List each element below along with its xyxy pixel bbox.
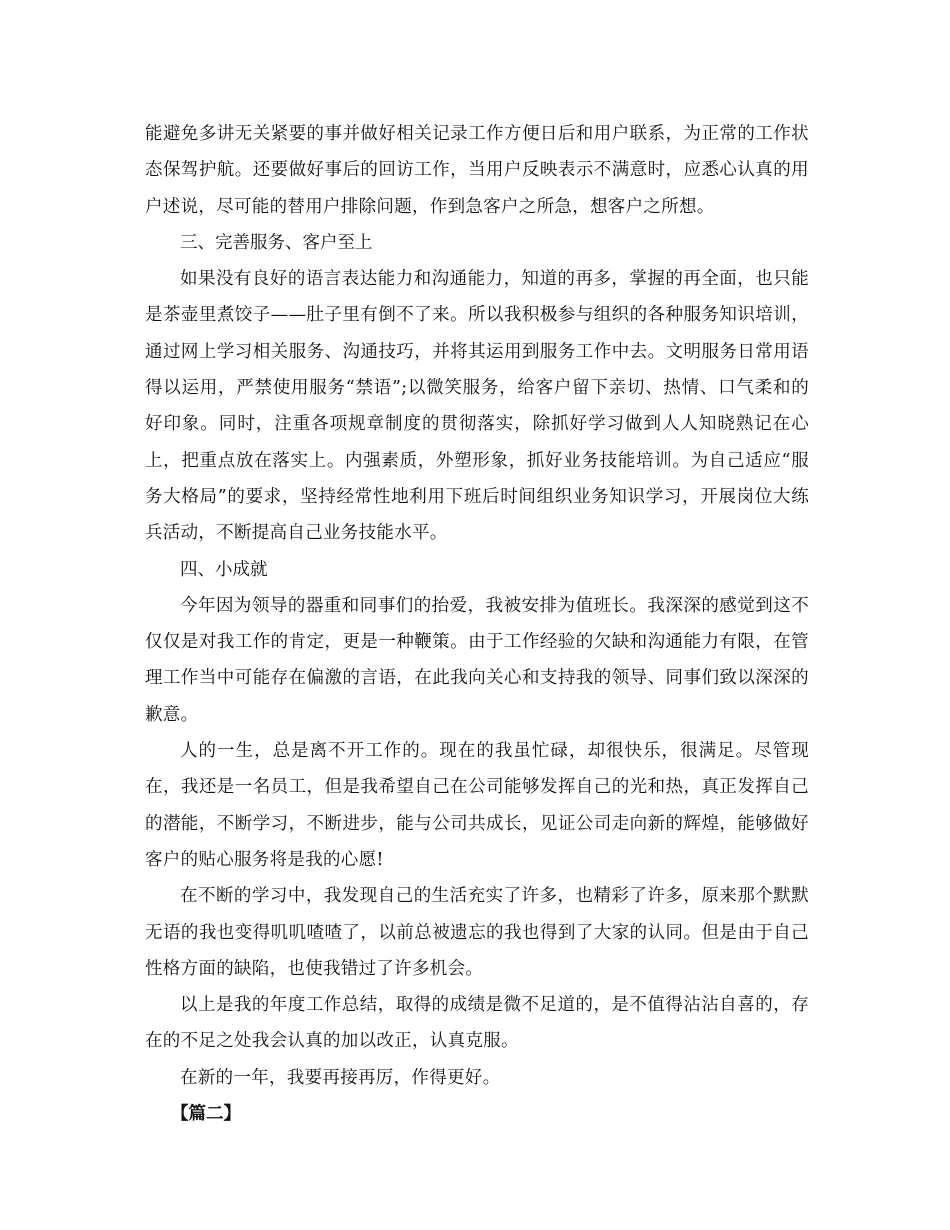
paragraph-life: 人的一生，总是离不开工作的。现在的我虽忙碌，却很快乐，很满足。尽管现在，我还是一名员工，但是我希望自己在公司能够发挥自己的光和热，真正发挥自己的潜能，不断学习，不断进步，能与公司共成长，见证公司走向新的辉煌，能够做好客户的贴心服务将是我的心愿! xyxy=(145,741,809,870)
paragraph-new-year: 在新的一年，我要再接再厉，作得更好。 xyxy=(180,1067,501,1088)
document-body xyxy=(145,116,809,1132)
paragraph-continuation: 能避免多讲无关紧要的事并做好相关记录工作方便日后和用户联系，为正常的工作状态保驾护航。还要做好事后的回访工作，当用户反映表示不满意时，应悉心认真的用户述说，尽可能的替用户排除问题，作到急客户之所急，想客户之所想。 xyxy=(145,124,809,217)
section-heading-3: 三、完善服务、客户至上 xyxy=(180,232,373,253)
paragraph-summary: 以上是我的年度工作总结，取得的成绩是微不足道的，是不值得沾沾自喜的，存在的不足之处我会认真的加以改正，认真克服。 xyxy=(145,995,809,1052)
paragraph-service: 如果没有良好的语言表达能力和沟通能力，知道的再多，掌握的再全面，也只能是茶壶里煮饺子——肚子里有倒不了来。所以我积极参与组织的各种服务知识培训，通过网上学习相关服务、沟通技巧，并将其运用到服务工作中去。文明服务日常用语得以运用，严禁使用服务“禁语”;以微笑服务，给客户留下亲切、热情、口气柔和的好印象。同时，注重各项规章制度的贯彻落实，除抓好学习做到人人知晓熟记在心上，把重点放在落实上。内强素质，外塑形象，抓好业务技能培训。为自己适应“服务大格局”的要求，坚持经常性地利用下班后时间组织业务知识学习，开展岗位大练兵活动，不断提高自己业务技能水平。 xyxy=(145,269,809,544)
paragraph-achievement: 今年因为领导的器重和同事们的抬爱，我被安排为值班长。我深深的感觉到这不仅仅是对我工作的肯定，更是一种鞭策。由于工作经验的欠缺和沟通能力有限，在管理工作当中可能存在偏激的言语，在此我向关心和支持我的领导、同事们致以深深的歉意。 xyxy=(145,595,809,725)
section-heading-4: 四、小成就 xyxy=(180,559,268,580)
section-marker-part-two: 【篇二】 xyxy=(171,1104,241,1125)
paragraph-learning: 在不断的学习中，我发现自己的生活充实了许多，也精彩了许多，原来那个默默无语的我也变得叽叽喳喳了，以前总被遗忘的我也得到了大家的认同。但是由于自己性格方面的缺陷，也使我错过了许多机会。 xyxy=(145,886,809,979)
